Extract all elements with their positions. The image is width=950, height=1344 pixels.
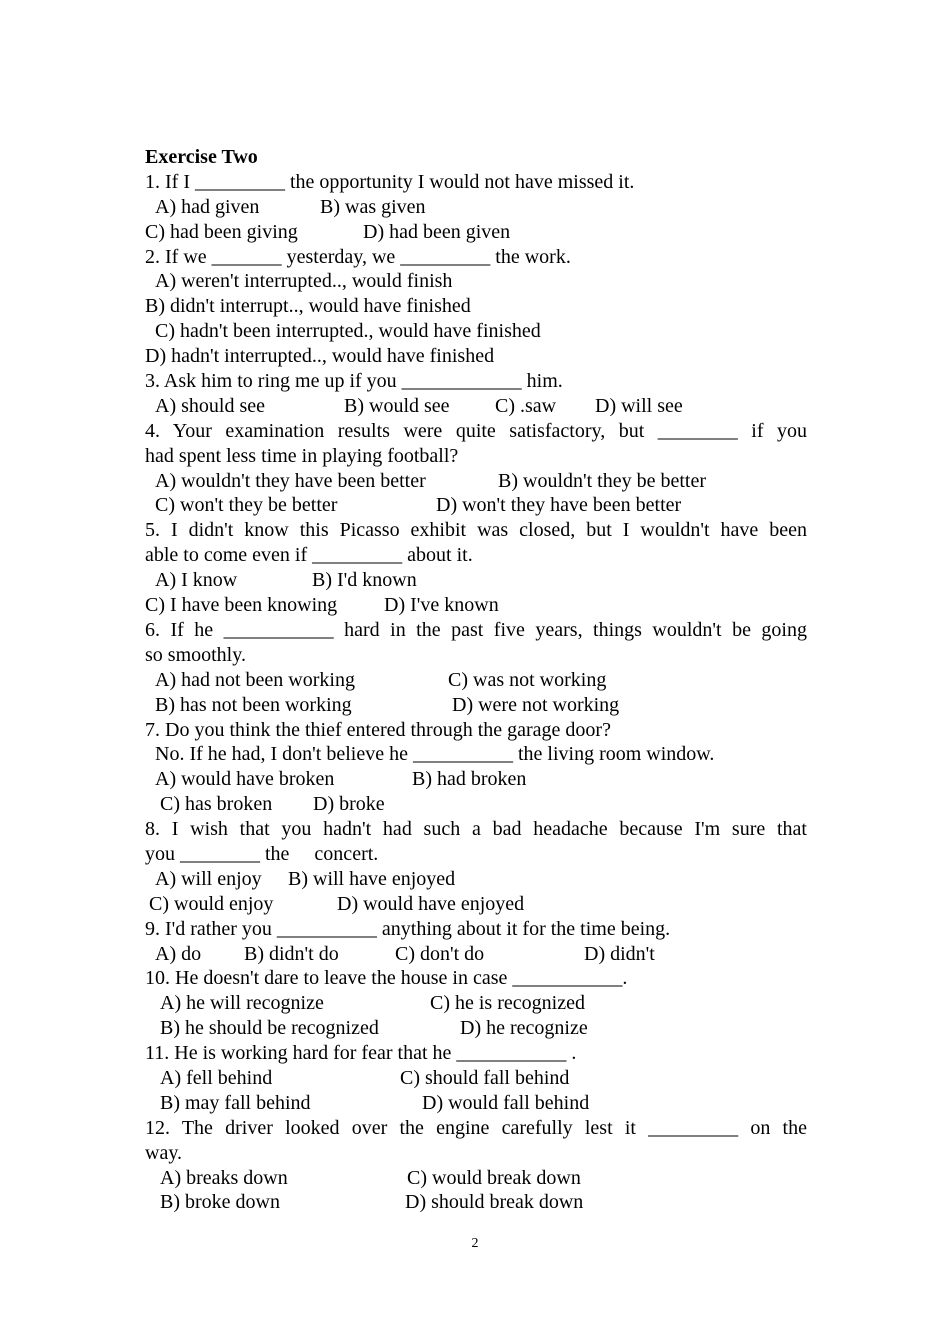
question-1-options-row2 xyxy=(145,220,807,245)
q5-option-c: C) I have been knowing xyxy=(145,594,338,617)
q8-option-a: A) will enjoy xyxy=(155,867,262,890)
question-11-stem: 11. He is working hard for fear that he ___________ . xyxy=(145,1042,577,1065)
q7-option-d: D) broke xyxy=(313,793,385,816)
q3-option-a: A) should see xyxy=(155,394,265,417)
q1-option-d: D) had been given xyxy=(363,220,511,243)
q2-option-c: C) hadn't been interrupted., would have finished xyxy=(155,320,541,343)
question-9-options xyxy=(145,942,807,967)
q6-option-a: A) had not been working xyxy=(155,668,355,691)
question-4-stem-line1: 4. Your examination results were quite satisfactory, but ________ if you xyxy=(145,419,807,442)
q2-option-a: A) weren't interrupted.., would finish xyxy=(155,270,453,293)
question-1-stem: 1. If I _________ the opportunity I would not have missed it. xyxy=(145,170,635,193)
question-7-options-row2 xyxy=(145,792,807,817)
q5-option-d: D) I've known xyxy=(384,594,499,617)
question-10-options-row2 xyxy=(145,1016,807,1041)
question-6-options-row1 xyxy=(145,668,807,693)
question-7-stem-line1: 7. Do you think the thief entered through the garage door? xyxy=(145,718,611,741)
question-5-options-row2 xyxy=(145,593,807,618)
q2-option-b: B) didn't interrupt.., would have finished xyxy=(145,295,471,318)
question-10-stem: 10. He doesn't dare to leave the house in case ___________. xyxy=(145,967,628,990)
q4-option-d: D) won't they have been better xyxy=(436,494,682,517)
document-page xyxy=(145,145,807,1215)
question-7-options-row1 xyxy=(145,767,807,792)
question-4-options-row2 xyxy=(145,493,807,518)
q11-option-b: B) may fall behind xyxy=(160,1091,311,1114)
q8-option-d: D) would have enjoyed xyxy=(337,892,525,915)
q9-option-c: C) don't do xyxy=(395,942,485,965)
q1-option-a: A) had given xyxy=(155,195,260,218)
question-12-options-row2 xyxy=(145,1190,807,1215)
question-1-options-row1 xyxy=(145,195,807,220)
question-8-options-row2 xyxy=(145,892,807,917)
question-12-stem-line2: way. xyxy=(145,1141,183,1164)
question-12-stem-line1: 12. The driver looked over the engine carefully lest it _________ on the xyxy=(145,1116,807,1139)
q5-option-a: A) I know xyxy=(155,569,238,592)
q3-option-b: B) would see xyxy=(344,394,450,417)
q10-option-b: B) he should be recognized xyxy=(160,1017,379,1040)
question-9-stem: 9. I'd rather you __________ anything about it for the time being. xyxy=(145,917,671,940)
q11-option-a: A) fell behind xyxy=(160,1067,273,1090)
question-7-stem-line2: No. If he had, I don't believe he __________ the living room window. xyxy=(155,743,715,766)
q1-option-b: B) was given xyxy=(320,195,426,218)
question-3-options xyxy=(145,394,807,419)
q4-option-a: A) wouldn't they have been better xyxy=(155,469,426,492)
q7-option-a: A) would have broken xyxy=(155,768,335,791)
q12-option-d: D) should break down xyxy=(405,1191,584,1214)
q8-option-c: C) would enjoy xyxy=(149,892,274,915)
q10-option-a: A) he will recognize xyxy=(160,992,324,1015)
q7-option-b: B) had broken xyxy=(412,768,527,791)
q3-option-c: C) .saw xyxy=(495,394,557,417)
question-8-stem-line2: you ________ the concert. xyxy=(145,843,379,865)
question-4-stem-line2: had spent less time in playing football? xyxy=(145,444,459,467)
q5-option-b: B) I'd known xyxy=(312,569,417,592)
question-6-options-row2 xyxy=(145,693,807,718)
q6-option-b: B) has not been working xyxy=(155,693,352,716)
q10-option-d: D) he recognize xyxy=(460,1017,588,1040)
q6-option-c: C) was not working xyxy=(448,668,607,691)
q7-option-c: C) has broken xyxy=(160,793,273,816)
question-4-options-row1 xyxy=(145,469,807,494)
question-2-stem: 2. If we _______ yesterday, we _________ the work. xyxy=(145,245,571,268)
question-5-options-row1 xyxy=(145,568,807,593)
q2-option-d: D) hadn't interrupted.., would have finished xyxy=(145,345,495,368)
q12-option-a: A) breaks down xyxy=(160,1166,288,1189)
q8-option-b: B) will have enjoyed xyxy=(288,867,456,890)
q6-option-d: D) were not working xyxy=(452,693,620,716)
question-11-options-row1 xyxy=(145,1066,807,1091)
q4-option-c: C) won't they be better xyxy=(155,494,338,517)
question-8-stem-line1: 8. I wish that you hadn't had such a bad headache because I'm sure that xyxy=(145,818,807,841)
q9-option-a: A) do xyxy=(155,942,202,965)
q9-option-b: B) didn't do xyxy=(244,942,339,965)
question-3-stem: 3. Ask him to ring me up if you ____________ him. xyxy=(145,370,563,393)
q12-option-b: B) broke down xyxy=(160,1191,280,1214)
q11-option-c: C) should fall behind xyxy=(400,1067,570,1090)
question-10-options-row1 xyxy=(145,991,807,1016)
question-5-stem-line2: able to come even if _________ about it. xyxy=(145,544,473,567)
question-8-options-row1 xyxy=(145,867,807,892)
q11-option-d: D) would fall behind xyxy=(422,1091,590,1114)
q12-option-c: C) would break down xyxy=(407,1166,581,1189)
page-number: 2 xyxy=(471,1236,479,1251)
question-6-stem-line1: 6. If he ___________ hard in the past five years, things wouldn't be going xyxy=(145,618,807,641)
q3-option-d: D) will see xyxy=(595,394,683,417)
q10-option-c: C) he is recognized xyxy=(430,992,585,1015)
q9-option-d: D) didn't xyxy=(584,942,655,965)
q4-option-b: B) wouldn't they be better xyxy=(498,469,706,492)
question-6-stem-line2: so smoothly. xyxy=(145,643,246,666)
question-5-stem-line1: 5. I didn't know this Picasso exhibit was closed, but I wouldn't have been xyxy=(145,519,807,542)
question-11-options-row2 xyxy=(145,1091,807,1116)
exercise-title: Exercise Two xyxy=(145,146,258,168)
question-12-options-row1 xyxy=(145,1166,807,1191)
q1-option-c: C) had been giving xyxy=(145,220,298,243)
